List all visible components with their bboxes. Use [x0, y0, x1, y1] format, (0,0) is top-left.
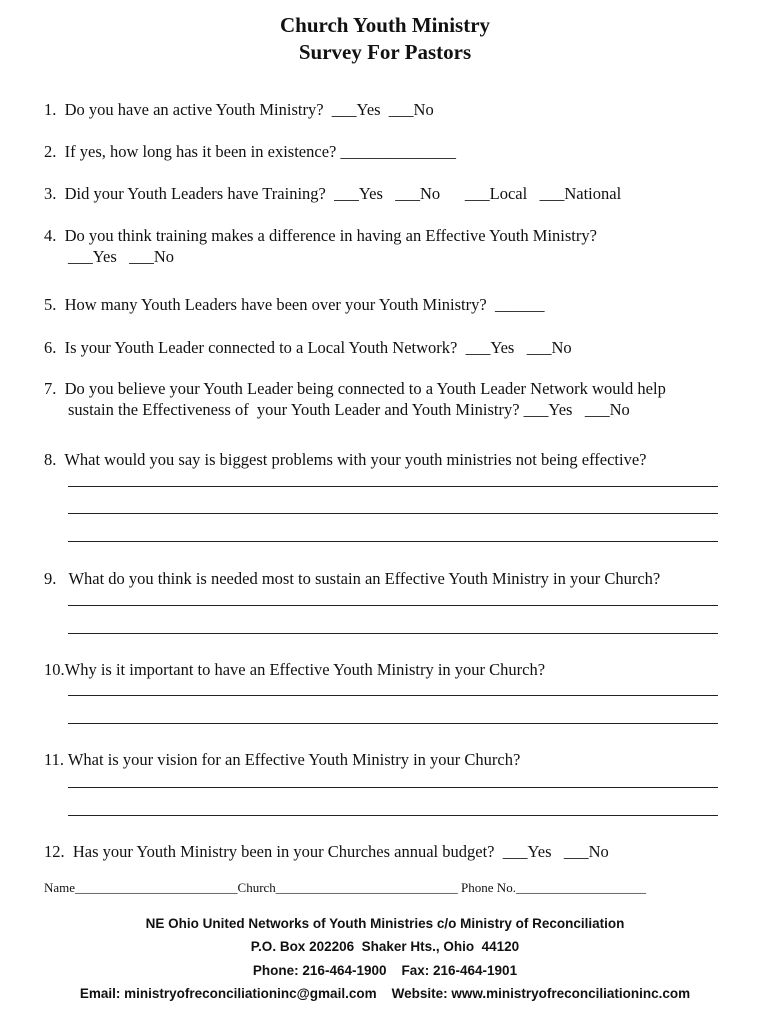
footer-phone-fax: Phone: 216-464-1900 Fax: 216-464-1901 [252, 963, 518, 978]
answer-line[interactable] [68, 815, 718, 816]
question-3: 3. Did your Youth Leaders have Training? ___Yes ___No ___Local ___National [44, 184, 622, 203]
question-8: 8. What would you say is biggest problems with your youth ministries not being effective? [44, 450, 647, 469]
answer-line[interactable] [68, 605, 718, 606]
footer-organization: NE Ohio United Networks of Youth Ministries c/o Ministry of Reconciliation [145, 916, 625, 931]
question-11: 11. What is your vision for an Effective Youth Ministry in your Church? [44, 750, 521, 769]
answer-line[interactable] [68, 787, 718, 788]
question-12: 12. Has your Youth Ministry been in your Churches annual budget? ___Yes ___No [44, 842, 609, 861]
page-subtitle: Survey For Pastors [298, 40, 472, 64]
footer-email-website: Email: ministryofreconciliationinc@gmail.com Website: www.ministryofreconciliationinc.com [79, 986, 691, 1001]
question-7-continued: sustain the Effectiveness of your Youth Leader and Youth Ministry? ___Yes ___No [68, 400, 630, 419]
answer-line[interactable] [68, 723, 718, 724]
answer-line[interactable] [68, 486, 718, 487]
question-4: 4. Do you think training makes a difference in having an Effective Youth Ministry? [44, 226, 597, 245]
question-10: 10.Why is it important to have an Effective Youth Ministry in your Church? [44, 660, 546, 679]
question-2: 2. If yes, how long has it been in existence? ______________ [44, 142, 456, 161]
question-7: 7. Do you believe your Youth Leader being connected to a Youth Leader Network would help [44, 379, 666, 398]
footer-address: P.O. Box 202206 Shaker Hts., Ohio 44120 [250, 939, 520, 954]
answer-line[interactable] [68, 513, 718, 514]
question-5: 5. How many Youth Leaders have been over your Youth Ministry? ______ [44, 295, 545, 314]
question-6: 6. Is your Youth Leader connected to a Local Youth Network? ___Yes ___No [44, 338, 572, 357]
answer-line[interactable] [68, 633, 718, 634]
page-title: Church Youth Ministry [279, 13, 491, 37]
question-9: 9. What do you think is needed most to sustain an Effective Youth Ministry in your Church? [44, 569, 661, 588]
answer-line[interactable] [68, 541, 718, 542]
contact-info-fields[interactable]: Name_________________________Church____________________________ Phone No.____________________ [44, 880, 646, 895]
question-1: 1. Do you have an active Youth Ministry? ___Yes ___No [44, 100, 434, 119]
answer-line[interactable] [68, 695, 718, 696]
question-4-options: ___Yes ___No [68, 247, 175, 266]
